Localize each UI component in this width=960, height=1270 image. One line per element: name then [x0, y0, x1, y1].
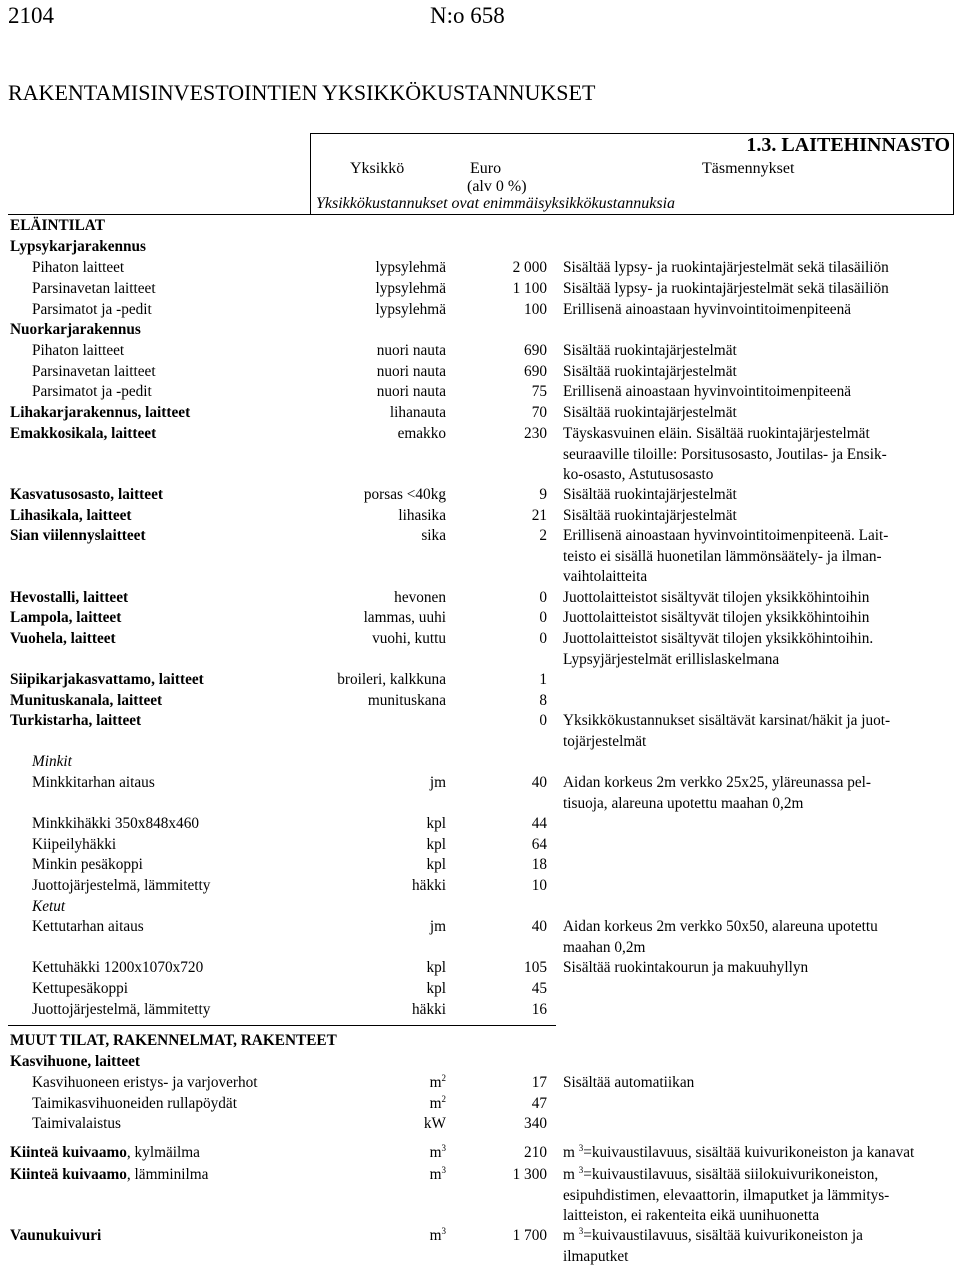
row-euro: 10	[531, 877, 547, 894]
row-specification	[563, 382, 851, 403]
superscript: 2	[441, 1094, 446, 1104]
row-euro: 1 700	[512, 1227, 547, 1244]
spec-text: Sisältää lypsy- ja ruokintajärjestelmät sekä tilasäiliön	[563, 259, 889, 276]
spec-text: Aidan korkeus 2m verkko 25x25, yläreunassa pel-	[563, 774, 871, 791]
row-euro: 17	[531, 1074, 547, 1091]
row-specification	[563, 485, 737, 506]
spec-text: ko-osasto, Astutusosasto	[563, 466, 714, 483]
row-specification	[563, 1073, 694, 1094]
row-unit: $m^3$	[429, 1143, 446, 1161]
row-specification	[563, 445, 887, 466]
row-unit: kpl	[426, 959, 446, 976]
spec-unit: m	[563, 1227, 579, 1244]
spec-text: Erillisenä ainoastaan hyvinvointitoimenpiteenä. Lait-	[563, 527, 889, 544]
row-specification	[563, 547, 882, 568]
row-specification	[563, 403, 737, 424]
row-label: Lihakarjarakennus, laitteet	[10, 404, 191, 421]
superscript: 3	[578, 1165, 584, 1175]
row-label: Lampola, laitteet	[10, 609, 122, 626]
row-specification	[563, 279, 889, 300]
row-label: Nuorkarjarakennus	[10, 321, 141, 338]
row-specification	[563, 588, 869, 609]
spec-text: Sisältää ruokintakourun ja makuuhyllyn	[563, 959, 809, 976]
row-label: Kasvihuone, laitteet	[10, 1053, 141, 1070]
spec-text: =kuivaustilavuus, sisältää kuivurikoneiston ja kanavat	[583, 1144, 915, 1161]
row-euro: 2	[539, 527, 547, 544]
row-specification	[563, 424, 870, 445]
row-specification	[563, 650, 779, 671]
row-label-rest: , kylmäilma	[126, 1144, 200, 1161]
row-label: Kiipeilyhäkki	[32, 836, 117, 853]
row-specification	[563, 629, 873, 650]
row-label: Minkit	[32, 753, 72, 770]
superscript: 3	[441, 1226, 446, 1236]
row-specification	[563, 938, 645, 959]
document-title: RAKENTAMISINVESTOINTIEN YKSIKKÖKUSTANNUKSET	[8, 80, 596, 105]
spec-text: =kuivaustilavuus, sisältää kuivurikoneiston ja	[583, 1227, 863, 1244]
row-euro: 100	[524, 301, 547, 318]
spec-text: Yksikkökustannukset sisältävät karsinat/häkit ja juot-	[563, 712, 891, 729]
spec-text: seuraaville tiloille: Porsitusosasto, Joutilas- ja Ensik-	[563, 445, 887, 463]
row-label: ELÄINTILAT	[10, 217, 105, 234]
row-specification	[563, 773, 871, 794]
row-label: Parsinavetan laitteet	[32, 363, 156, 380]
row-label: Vuohela, laitteet	[10, 630, 116, 647]
row-euro: 9	[539, 486, 547, 503]
spec-text: maahan 0,2m	[563, 938, 646, 956]
header-specifications: Täsmennykset	[702, 160, 795, 177]
spec-text: Sisältää ruokintajärjestelmät	[563, 342, 737, 359]
row-unit: emakko	[397, 425, 446, 442]
row-label: Pihaton laitteet	[32, 342, 125, 359]
row-specification	[563, 1226, 863, 1247]
row-specification	[563, 917, 878, 938]
row-label: Kasvihuoneen eristys- ja varjoverhot	[32, 1074, 258, 1091]
row-label: Kettuhäkki 1200x1070x720	[32, 959, 204, 976]
row-unit: $m^3$	[429, 1226, 446, 1244]
row-label-bold: Kiinteä kuivaamo	[10, 1144, 127, 1161]
row-label: Pihaton laitteet	[32, 259, 125, 276]
row-unit: porsas <40kg	[363, 486, 446, 503]
spec-text: Sisältää ruokintajärjestelmät	[563, 404, 737, 421]
row-unit: sika	[421, 527, 446, 544]
spec-unit: m	[563, 1144, 579, 1161]
spec-text: =kuivaustilavuus, sisältää siilokuivurikoneiston,	[583, 1166, 879, 1183]
row-unit: nuori nauta	[376, 342, 446, 359]
spec-text: laitteiston, ei rakenteita eikä uunihuonetta	[563, 1207, 820, 1224]
row-unit: häkki	[412, 1001, 446, 1018]
row-euro: 47	[531, 1095, 547, 1112]
section-title: 1.3. LAITEHINNASTO	[746, 134, 950, 156]
row-euro: 690	[524, 342, 547, 359]
header-left-border	[310, 133, 311, 215]
row-unit: jm	[429, 918, 446, 935]
row-euro: 16	[531, 1001, 547, 1018]
spec-text: ilmaputket	[563, 1247, 629, 1265]
row-specification	[563, 794, 803, 815]
row-label: Minkkihäkki 350x848x460	[32, 815, 199, 832]
section-divider	[8, 1025, 556, 1026]
row-euro: 690	[524, 363, 547, 380]
spec-text: Sisältää ruokintajärjestelmät	[563, 363, 737, 380]
row-unit: lihanauta	[389, 404, 446, 421]
row-unit: nuori nauta	[376, 383, 446, 400]
spec-text: Sisältää automatiikan	[563, 1074, 695, 1091]
row-specification	[563, 300, 851, 321]
row-label: Minkin pesäkoppi	[32, 856, 143, 873]
row-unit: $m^2$	[429, 1094, 446, 1112]
header-unit: Yksikkö	[350, 160, 405, 177]
row-label: Vaunukuivuri	[10, 1227, 102, 1244]
row-label: Taimikasvihuoneiden rullapöydät	[32, 1095, 237, 1112]
row-label-rest: , lämminilma	[126, 1166, 209, 1183]
row-specification	[563, 958, 808, 979]
row-euro: 18	[531, 856, 547, 873]
row-unit: lammas, uuhi	[363, 609, 446, 626]
row-specification	[563, 362, 737, 383]
spec-text: tojärjestelmät	[563, 732, 647, 750]
row-unit: vuohi, kuttu	[372, 630, 446, 647]
spec-text: Sisältää lypsy- ja ruokintajärjestelmät sekä tilasäiliön	[563, 280, 889, 297]
header-note: Yksikkökustannukset ovat enimmäisyksikkökustannuksia	[316, 195, 676, 212]
row-unit: kpl	[426, 980, 446, 997]
row-unit: nuori nauta	[376, 363, 446, 380]
spec-text: Juottolaitteistot sisältyvät tilojen yksikköhintoihin.	[563, 630, 874, 647]
row-specification	[563, 1206, 819, 1227]
superscript: 2	[441, 1073, 446, 1083]
row-euro: 105	[524, 959, 547, 976]
row-unit: jm	[429, 774, 446, 791]
row-euro: 230	[524, 425, 547, 442]
row-unit: broileri, kalkkuna	[337, 671, 446, 688]
row-specification	[563, 608, 869, 629]
row-euro: 8	[539, 692, 547, 709]
row-label	[10, 1165, 208, 1186]
row-label: Siipikarjakasvattamo, laitteet	[10, 671, 204, 688]
row-euro: 44	[531, 815, 547, 832]
superscript: 3	[441, 1143, 446, 1153]
row-label: Parsimatot ja -pedit	[32, 383, 152, 400]
row-specification	[563, 1186, 889, 1207]
row-unit: häkki	[412, 877, 446, 894]
row-euro: 70	[531, 404, 547, 421]
row-unit: $m^3$	[429, 1165, 446, 1183]
header-right-border	[953, 133, 954, 215]
row-label: Kettupesäkoppi	[32, 980, 129, 997]
row-label-bold: Kiinteä kuivaamo	[10, 1166, 127, 1183]
row-unit: lypsylehmä	[375, 280, 446, 297]
row-unit: hevonen	[394, 589, 446, 606]
row-label	[10, 1143, 200, 1164]
row-euro: 40	[531, 774, 547, 791]
row-label: Lypsykarjarakennus	[10, 238, 147, 255]
row-euro: 0	[539, 712, 547, 729]
row-label: Ketut	[32, 898, 66, 915]
row-unit: munituskana	[367, 692, 446, 709]
row-label: Juottojärjestelmä, lämmitetty	[32, 877, 211, 894]
spec-text: Sisältää ruokintajärjestelmät	[563, 507, 737, 524]
row-label: Hevostalli, laitteet	[10, 589, 129, 606]
row-label: Turkistarha, laitteet	[10, 712, 142, 729]
row-specification	[563, 732, 646, 753]
row-label: Minkkitarhan aitaus	[32, 774, 155, 791]
row-label: Kasvatusosasto, laitteet	[10, 486, 163, 503]
row-euro: 45	[531, 980, 547, 997]
row-specification	[563, 1165, 878, 1186]
row-label: Juottojärjestelmä, lämmitetty	[32, 1001, 211, 1018]
spec-text: Juottolaitteistot sisältyvät tilojen yksikköhintoihin	[563, 609, 870, 626]
row-unit: $m^2$	[429, 1073, 446, 1091]
row-specification	[563, 465, 713, 486]
row-euro: 210	[524, 1144, 547, 1161]
spec-text: teisto ei sisällä huonetilan lämmönsäätely- ja ilman-	[563, 547, 882, 565]
row-specification	[563, 506, 737, 527]
row-label: Parsimatot ja -pedit	[32, 301, 152, 318]
row-unit: kW	[423, 1115, 446, 1132]
page-number: 2104	[8, 3, 54, 28]
spec-text: Sisältää ruokintajärjestelmät	[563, 486, 737, 503]
row-euro: 21	[531, 507, 547, 524]
row-euro: 75	[531, 383, 547, 400]
row-unit: kpl	[426, 856, 446, 873]
row-euro: 0	[539, 630, 547, 647]
row-euro: 1	[539, 671, 547, 688]
row-label: MUUT TILAT, RAKENNELMAT, RAKENTEET	[10, 1032, 337, 1049]
row-label: Munituskanala, laitteet	[10, 692, 163, 709]
spec-text: esipuhdistimen, elevaattorin, ilmaputket ja lämmitys-	[563, 1186, 890, 1204]
header-vat: (alv 0 %)	[467, 178, 527, 195]
row-unit: lihasika	[398, 507, 446, 524]
spec-text: Juottolaitteistot sisältyvät tilojen yksikköhintoihin	[563, 589, 870, 606]
row-label: Parsinavetan laitteet	[32, 280, 156, 297]
row-specification	[563, 1247, 628, 1268]
row-specification	[563, 341, 737, 362]
row-specification	[563, 567, 647, 588]
row-euro: 0	[539, 589, 547, 606]
row-euro: 1 100	[512, 280, 547, 297]
header-euro: Euro	[470, 160, 502, 177]
row-unit: lypsylehmä	[375, 259, 446, 276]
row-specification	[563, 711, 890, 732]
row-euro: 340	[524, 1115, 547, 1132]
row-specification	[563, 1143, 914, 1164]
row-unit: kpl	[426, 815, 446, 832]
spec-text: Erillisenä ainoastaan hyvinvointitoimenpiteenä	[563, 301, 852, 318]
row-label: Sian viilennyslaitteet	[10, 527, 146, 544]
row-label: Emakkosikala, laitteet	[10, 425, 157, 442]
spec-text: tisuoja, alareuna upotettu maahan 0,2m	[563, 794, 804, 812]
spec-text: vaihtolaitteita	[563, 568, 648, 585]
row-unit: lypsylehmä	[375, 301, 446, 318]
row-label: Lihasikala, laitteet	[10, 507, 132, 524]
row-specification	[563, 526, 888, 547]
spec-unit: m	[563, 1166, 579, 1183]
row-label: Taimivalaistus	[32, 1115, 121, 1132]
row-euro: 2 000	[512, 259, 547, 276]
row-label: Kettutarhan aitaus	[32, 918, 144, 935]
spec-text: Erillisenä ainoastaan hyvinvointitoimenpiteenä	[563, 383, 852, 400]
spec-text: Aidan korkeus 2m verkko 50x50, alareuna upotettu	[563, 918, 878, 935]
row-unit: kpl	[426, 836, 446, 853]
row-euro: 64	[531, 836, 547, 853]
row-euro: 40	[531, 918, 547, 935]
spec-text: Lypsyjärjestelmät erillislaskelmana	[563, 650, 780, 668]
issue-number: N:o 658	[430, 3, 505, 28]
superscript: 3	[578, 1226, 584, 1236]
row-euro: 1 300	[512, 1166, 547, 1183]
row-specification	[563, 258, 889, 279]
superscript: 3	[578, 1143, 584, 1153]
table-header-divider	[8, 214, 954, 215]
superscript: 3	[441, 1165, 446, 1175]
spec-text: Täyskasvuinen eläin. Sisältää ruokintajärjestelmät	[563, 425, 870, 442]
row-euro: 0	[539, 609, 547, 626]
